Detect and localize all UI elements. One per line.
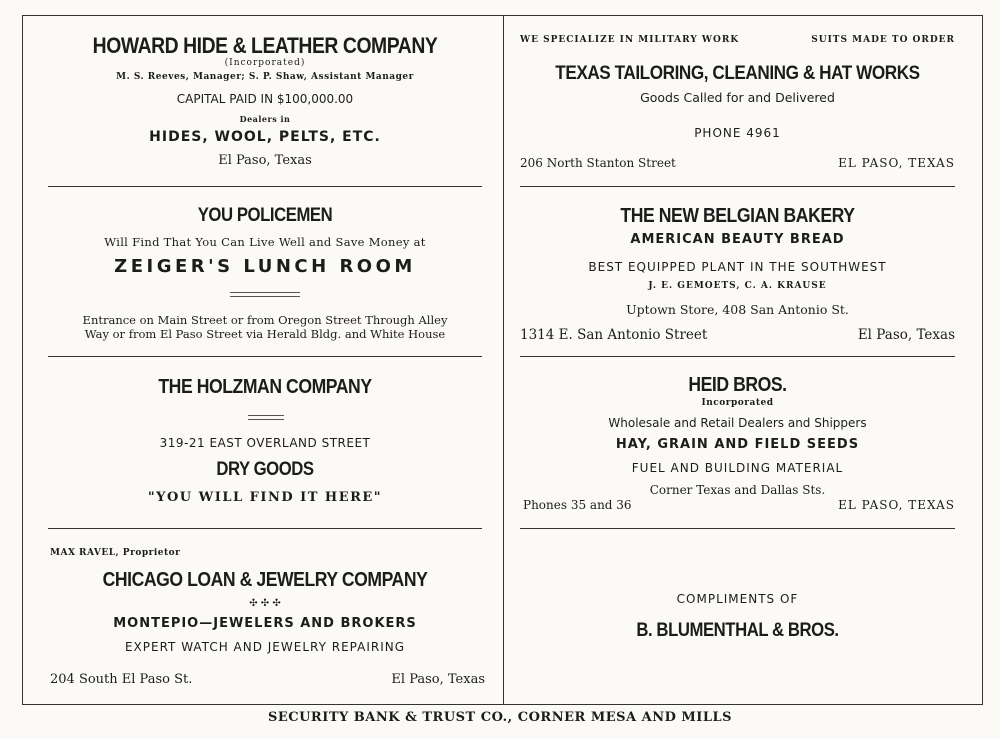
ad-holzman — [40, 370, 490, 520]
heid-fuel: FUEL AND BUILDING MATERIAL — [631, 461, 844, 475]
column-divider — [503, 15, 504, 705]
rule-right-1 — [520, 186, 955, 187]
footer-text: SECURITY BANK & TRUST CO., CORNER MESA AND MILLS — [267, 710, 733, 725]
ornament-icons: ✣ ✣ ✣ — [249, 598, 281, 609]
howard-goods: HIDES, WOOL, PELTS, ETC. — [149, 129, 381, 145]
howard-name: HOWARD HIDE & LEATHER COMPANY — [92, 33, 438, 58]
bakery-bread: AMERICAN BEAUTY BREAD — [630, 232, 845, 247]
bakery-name: THE NEW BELGIAN BAKERY — [620, 205, 855, 227]
rule-right-2 — [520, 356, 955, 357]
chicago-line-1: MONTEPIO—JEWELERS AND BROKERS — [113, 616, 417, 631]
howard-incorporated: (Incorporated) — [224, 58, 306, 68]
heid-seeds: HAY, GRAIN AND FIELD SEEDS — [615, 437, 860, 452]
rule-left-2 — [48, 356, 482, 357]
blumenthal-compliments: COMPLIMENTS OF — [676, 592, 799, 606]
blumenthal-name: B. BLUMENTHAL & BROS. — [636, 620, 839, 641]
heid-desc: Wholesale and Retail Dealers and Shippers — [608, 416, 867, 430]
tailoring-address: 206 North Stanton Street — [520, 156, 676, 170]
zeigers-name: ZEIGER'S LUNCH ROOM — [114, 256, 416, 277]
heid-phones: Phones 35 and 36 — [523, 498, 632, 512]
chicago-name: CHICAGO LOAN & JEWELRY COMPANY — [102, 569, 428, 591]
tailoring-name: TEXAS TAILORING, CLEANING & HAT WORKS — [555, 62, 920, 84]
tailoring-city: EL PASO, TEXAS — [838, 156, 955, 170]
zeigers-entrance-1: Entrance on Main Street or from Oregon Street Through Alley — [82, 313, 448, 327]
ad-chicago-loan — [40, 545, 490, 695]
holzman-slogan: "YOU WILL FIND IT HERE" — [147, 490, 383, 505]
bakery-owners: J. E. GEMOETS, C. A. KRAUSE — [648, 281, 827, 291]
holzman-name: THE HOLZMAN COMPANY — [158, 376, 372, 398]
ad-blumenthal — [515, 580, 960, 660]
rule-left-1 — [48, 186, 482, 187]
tailoring-tag-left: WE SPECIALIZE IN MILITARY WORK — [520, 35, 740, 45]
heid-incorporated: Incorporated — [701, 398, 774, 408]
police-subline: Will Find That You Can Live Well and Save Money at — [104, 235, 426, 249]
holzman-address: 319-21 EAST OVERLAND STREET — [159, 436, 371, 450]
ad-texas-tailoring — [515, 30, 960, 180]
howard-dealers: Dealers in — [239, 114, 291, 124]
chicago-proprietor: MAX RAVEL, Proprietor — [50, 548, 181, 558]
tailoring-sub: Goods Called for and Delivered — [640, 90, 835, 105]
heid-city: EL PASO, TEXAS — [838, 498, 955, 512]
howard-managers: M. S. Reeves, Manager; S. P. Shaw, Assistant Manager — [116, 72, 414, 82]
holzman-goods: DRY GOODS — [216, 459, 314, 480]
zeigers-entrance-2: Way or from El Paso Street via Herald Bldg. and White House — [84, 327, 446, 341]
heid-corner: Corner Texas and Dallas Sts. — [649, 483, 826, 497]
tailoring-phone: PHONE 4961 — [694, 126, 781, 140]
ornament-rule — [230, 292, 300, 297]
bakery-address: 1314 E. San Antonio Street — [520, 327, 708, 343]
ad-zeigers — [40, 200, 490, 350]
ornament-rule — [248, 415, 284, 420]
chicago-address: 204 South El Paso St. — [50, 672, 193, 687]
police-headline: YOU POLICEMEN — [197, 205, 333, 226]
bakery-plant: BEST EQUIPPED PLANT IN THE SOUTHWEST — [588, 260, 887, 274]
ad-belgian-bakery — [515, 200, 960, 350]
rule-right-3 — [520, 528, 955, 529]
howard-city: El Paso, Texas — [218, 153, 312, 168]
bakery-uptown: Uptown Store, 408 San Antonio St. — [626, 302, 849, 317]
ad-heid-bros — [515, 370, 960, 520]
howard-capital: CAPITAL PAID IN $100,000.00 — [176, 92, 354, 106]
rule-left-3 — [48, 528, 482, 529]
chicago-line-2: EXPERT WATCH AND JEWELRY REPAIRING — [124, 640, 406, 654]
chicago-city: El Paso, Texas — [391, 672, 485, 687]
bakery-city: El Paso, Texas — [857, 327, 955, 343]
heid-name: HEID BROS. — [688, 374, 787, 396]
ad-howard-hide — [40, 30, 490, 185]
tailoring-tag-right: SUITS MADE TO ORDER — [811, 35, 955, 45]
